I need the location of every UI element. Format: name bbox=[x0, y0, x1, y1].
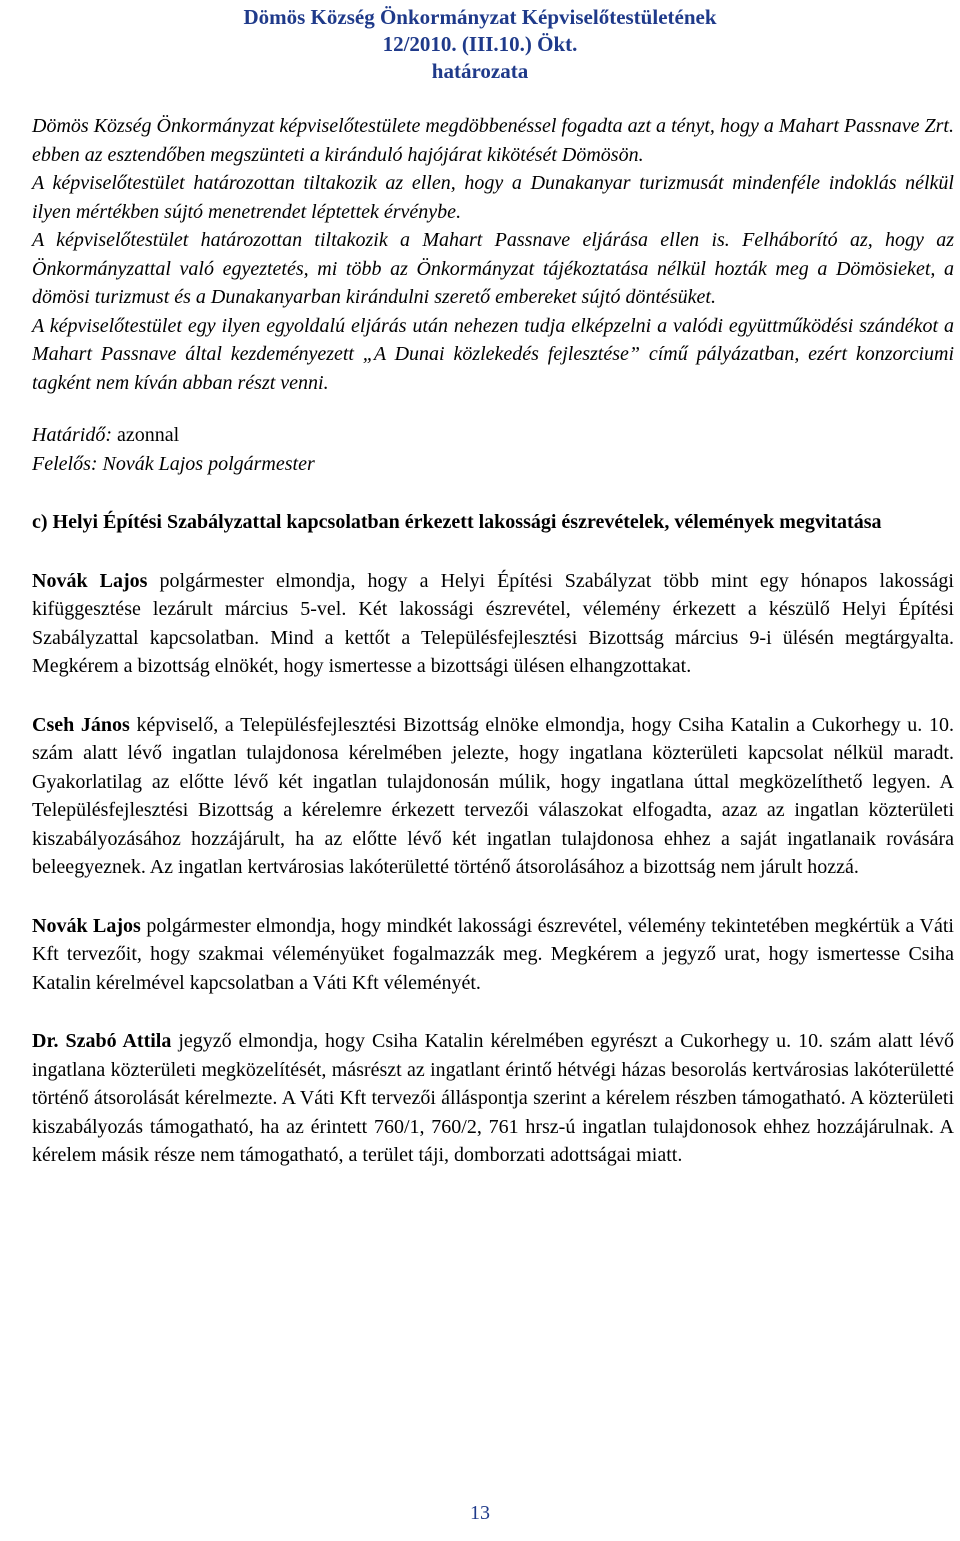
spacer bbox=[32, 537, 954, 567]
page-number: 13 bbox=[470, 1502, 490, 1524]
spacer bbox=[32, 681, 954, 711]
header-line-1: Dömös Község Önkormányzat Képviselőtestületének bbox=[243, 5, 717, 29]
spacer bbox=[32, 882, 954, 912]
document-body bbox=[32, 112, 954, 1170]
spacer bbox=[32, 997, 954, 1027]
resolution-paragraph-4: A képviselőtestület egy ilyen egyoldalú eljárás után nehezen tudja elképzelni a valódi együttműködési szándékot a Mahart Passnave által kezdeményezett „A Dunai közlekedés fejlesztése” című pályázatban, ezért konzorciumi tagként nem kíván abban részt venni. bbox=[32, 314, 954, 394]
deadline-line bbox=[32, 421, 954, 450]
paragraph-4 bbox=[32, 1027, 954, 1170]
speaker-name: Cseh János bbox=[32, 713, 130, 736]
responsible-line: Felelős: Novák Lajos polgármester bbox=[32, 452, 315, 475]
paragraph-3 bbox=[32, 912, 954, 998]
header-line-3: határozata bbox=[431, 59, 529, 83]
paragraph-text: polgármester elmondja, hogy mindkét lakossági észrevétel, vélemény tekintetében megkértük a Váti Kft tervezőit, hogy szakmai véleményüket fogalmazzák meg. Megkérem a jegyző urat, hogy ismertesse Csiha Katalin kérelmével kapcsolatban a Váti Kft véleményét. bbox=[32, 914, 954, 994]
speaker-name: Novák Lajos bbox=[32, 914, 141, 937]
resolution-header bbox=[0, 0, 960, 85]
paragraph-text: jegyző elmondja, hogy Csiha Katalin kérelmében egyrészt a Cukorhegy u. 10. szám alatt lévő ingatlana közterületi megközelítését, másrészt az ingatlant érintő hétvégi házas besorolás kertvárosias lakóterületté történő átsorolását kérelmezte. A Váti Kft tervezői álláspontja szerint a kérelem részben támogatható. A közterületi kiszabályozás támogatható, ha az érintett 760/1, 760/2, 761 hrsz-ú ingatlan tulajdonosok ehhez hozzájárulnak. A kérelem másik része nem támogatható, a terület táji, domborzati adottságai miatt. bbox=[32, 1030, 954, 1166]
header-line-2: 12/2010. (III.10.) Ökt. bbox=[382, 32, 578, 56]
paragraph-1 bbox=[32, 567, 954, 681]
section-c-title: c) Helyi Építési Szabályzattal kapcsolatban érkezett lakossági észrevételek, vélemények megvitatása bbox=[32, 511, 882, 533]
paragraph-2 bbox=[32, 711, 954, 882]
deadline-label: Határidő: bbox=[32, 424, 112, 446]
paragraph-text: polgármester elmondja, hogy a Helyi Építési Szabályzat több mint egy hónapos lakossági kifüggesztése lezárult március 5-vel. Két lakossági észrevétel, vélemény érkezett a készülő Helyi Építési Szabályzattal kapcsolatban. Mind a kettőt a Településfejlesztési Bizottság március 9-i ülésén megtárgyalta. Megkérem a bizottság elnökét, hogy ismertesse a bizottsági ülésen elhangzottakat. bbox=[32, 569, 954, 677]
speaker-name: Novák Lajos bbox=[32, 569, 148, 592]
resolution-paragraph-1: Dömös Község Önkormányzat képviselőtestülete megdöbbenéssel fogadta azt a tényt, hogy a Mahart Passnave Zrt. ebben az esztendőben megszünteti a kiránduló hajójárat kikötését Dömösön. bbox=[32, 115, 954, 166]
paragraph-text: képviselő, a Településfejlesztési Bizottság elnöke elmondja, hogy Csiha Katalin a Cukorhegy u. 10. szám alatt lévő ingatlan tulajdonosa kérelmében jelezte, hogy ingatlana közterületi kapcsolat nélkül maradt. Gyakorlatilag az előtte lévő két ingatlan tulajdonosán múlik, hogy ingatlana úttal megközelíthető legyen. A Településfejlesztési Bizottság a kérelemre érkezett tervezői válaszokat elfogadta, azaz az ingatlan közterületi kiszabályozásához hozzájárult, ha az előtte lévő két ingatlan tulajdonosa ehhez a saját ingatlanaik rovására beleegyeznek. Az ingatlan kertvárosias lakóterületté történő átsorolásához a bizottság nem járult hozzá. bbox=[32, 713, 954, 878]
resolution-paragraph-3: A képviselőtestület határozottan tiltakozik a Mahart Passnave eljárása ellen is. Felháborító az, hogy az Önkormányzattal való egyeztetés, mi több az Önkormányzat tájékoztatása nélkül hozták meg a Dömösieket, a dömösi turizmust és a Dunakanyarban kirándulni szerető embereket sújtó döntésüket. bbox=[32, 229, 954, 308]
spacer bbox=[32, 478, 954, 508]
spacer bbox=[32, 397, 954, 421]
resolution-text bbox=[32, 112, 954, 397]
speaker-name: Dr. Szabó Attila bbox=[32, 1030, 172, 1052]
deadline-value: azonnal bbox=[112, 424, 180, 446]
resolution-paragraph-2: A képviselőtestület határozottan tiltakozik az ellen, hogy a Dunakanyar turizmusát mindenféle indoklás nélkül ilyen mértékben sújtó menetrendet léptettek érvénybe. bbox=[32, 172, 954, 223]
